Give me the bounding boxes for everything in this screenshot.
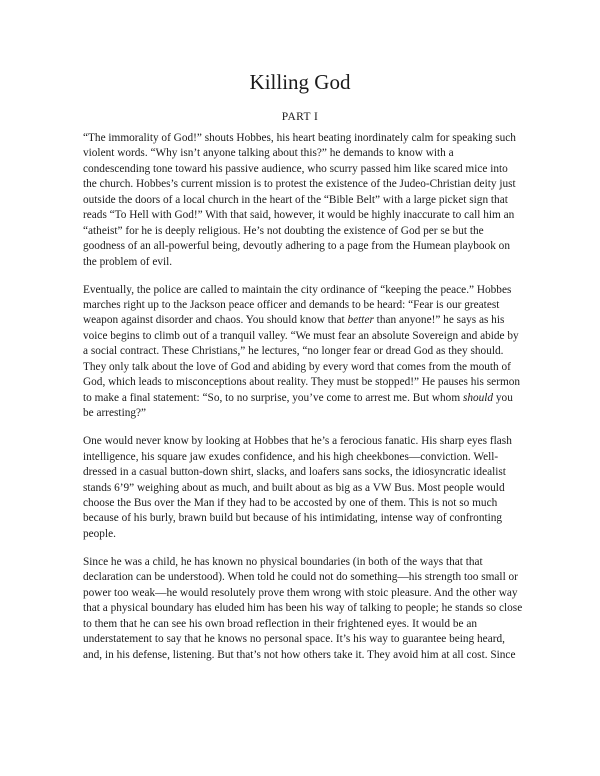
paragraph-text: Since he was a child, he has known no physical boundaries (in both of the ways that that declaration can be understood). When told he could not do something—his strength too small or power too weak—he would resolutely prove them wrong with stoic pleasure. And the other way that a physical boundary has eluded him has been his way of talking to people; he stands so close to them that he can see his own broad reflection in their frightened eyes. It would be an understatement to say that he knows no personal space. It’s his way to guarantee being heard, and, in his defense, listening. But that’s not how others take it. They avoid him at all cost. Since xyxy=(83,555,523,661)
part-heading: PART I xyxy=(281,111,319,123)
document-title: Killing God xyxy=(249,70,351,94)
paragraph-2 xyxy=(83,283,523,422)
paragraph-1 xyxy=(83,131,523,270)
paragraph-text: Eventually, the police are called to maintain the city ordinance of “keeping the peace.” Hobbes marches right up to the Jackson peace officer and demands to be heard: “Fear is our greatest weapon against disorder and chaos. You should know that xyxy=(83,283,512,327)
paragraph-text: “The immorality of God!” shouts Hobbes, his heart beating inordinately calm for speaking such violent words. “Why isn’t anyone talking about this?” he demands to know with a condescending tone toward his passive audience, who scurry passed him like scared mice into the church. Hobbes’s current mission is to protest the existence of the Judeo-Christian deity just outside the doors of a local church in the heart of the “Bible Belt” with a large picket sign that reads “To Hell with God!” With that said, however, it would be highly inaccurate to call him an “atheist” for he is deeply religious. He’s not doubting the existence of God per se but the goodness of an all-powerful being, devoutly adhering to a page from the Humean playbook on the problem of evil. xyxy=(83,132,516,268)
emphasis-text: better xyxy=(347,314,374,327)
emphasis-text: should xyxy=(462,391,494,404)
paragraph-4 xyxy=(83,555,523,663)
body-text xyxy=(83,131,523,663)
paragraph-text: than anyone!” he says as his voice begins to climb out of a tranquil valley. “We must fear an absolute Sovereign and abide by a social contract. These Christians,” he lectures, “no longer fear or dread God as they should. They only talk about the love of God and abiding by every word that comes from the mouth of God, which leads to misconceptions about reality. They must be stopped!” He pauses his sermon to make a final statement: “So, to no surprise, you’ve come to arrest me. But whom xyxy=(83,314,521,404)
paragraph-text: One would never know by looking at Hobbes that he’s a ferocious fanatic. His sharp eyes flash intelligence, his square jaw exudes confidence, and his high cheekbones—conviction. Well-dressed in a casual button-down shirt, slacks, and loafers sans socks, the idiosyncratic idealist stands 6’9” weighing about as much, and built about as big as a VW Bus. Most people would choose the Bus over the Man if they had to be accosted by one of them. This is not so much because of his burly, brawn build but because of his intimidating, intense way of confronting people. xyxy=(83,435,512,540)
paragraph-text: you be arresting?” xyxy=(83,391,513,420)
paragraph-3 xyxy=(83,434,523,542)
